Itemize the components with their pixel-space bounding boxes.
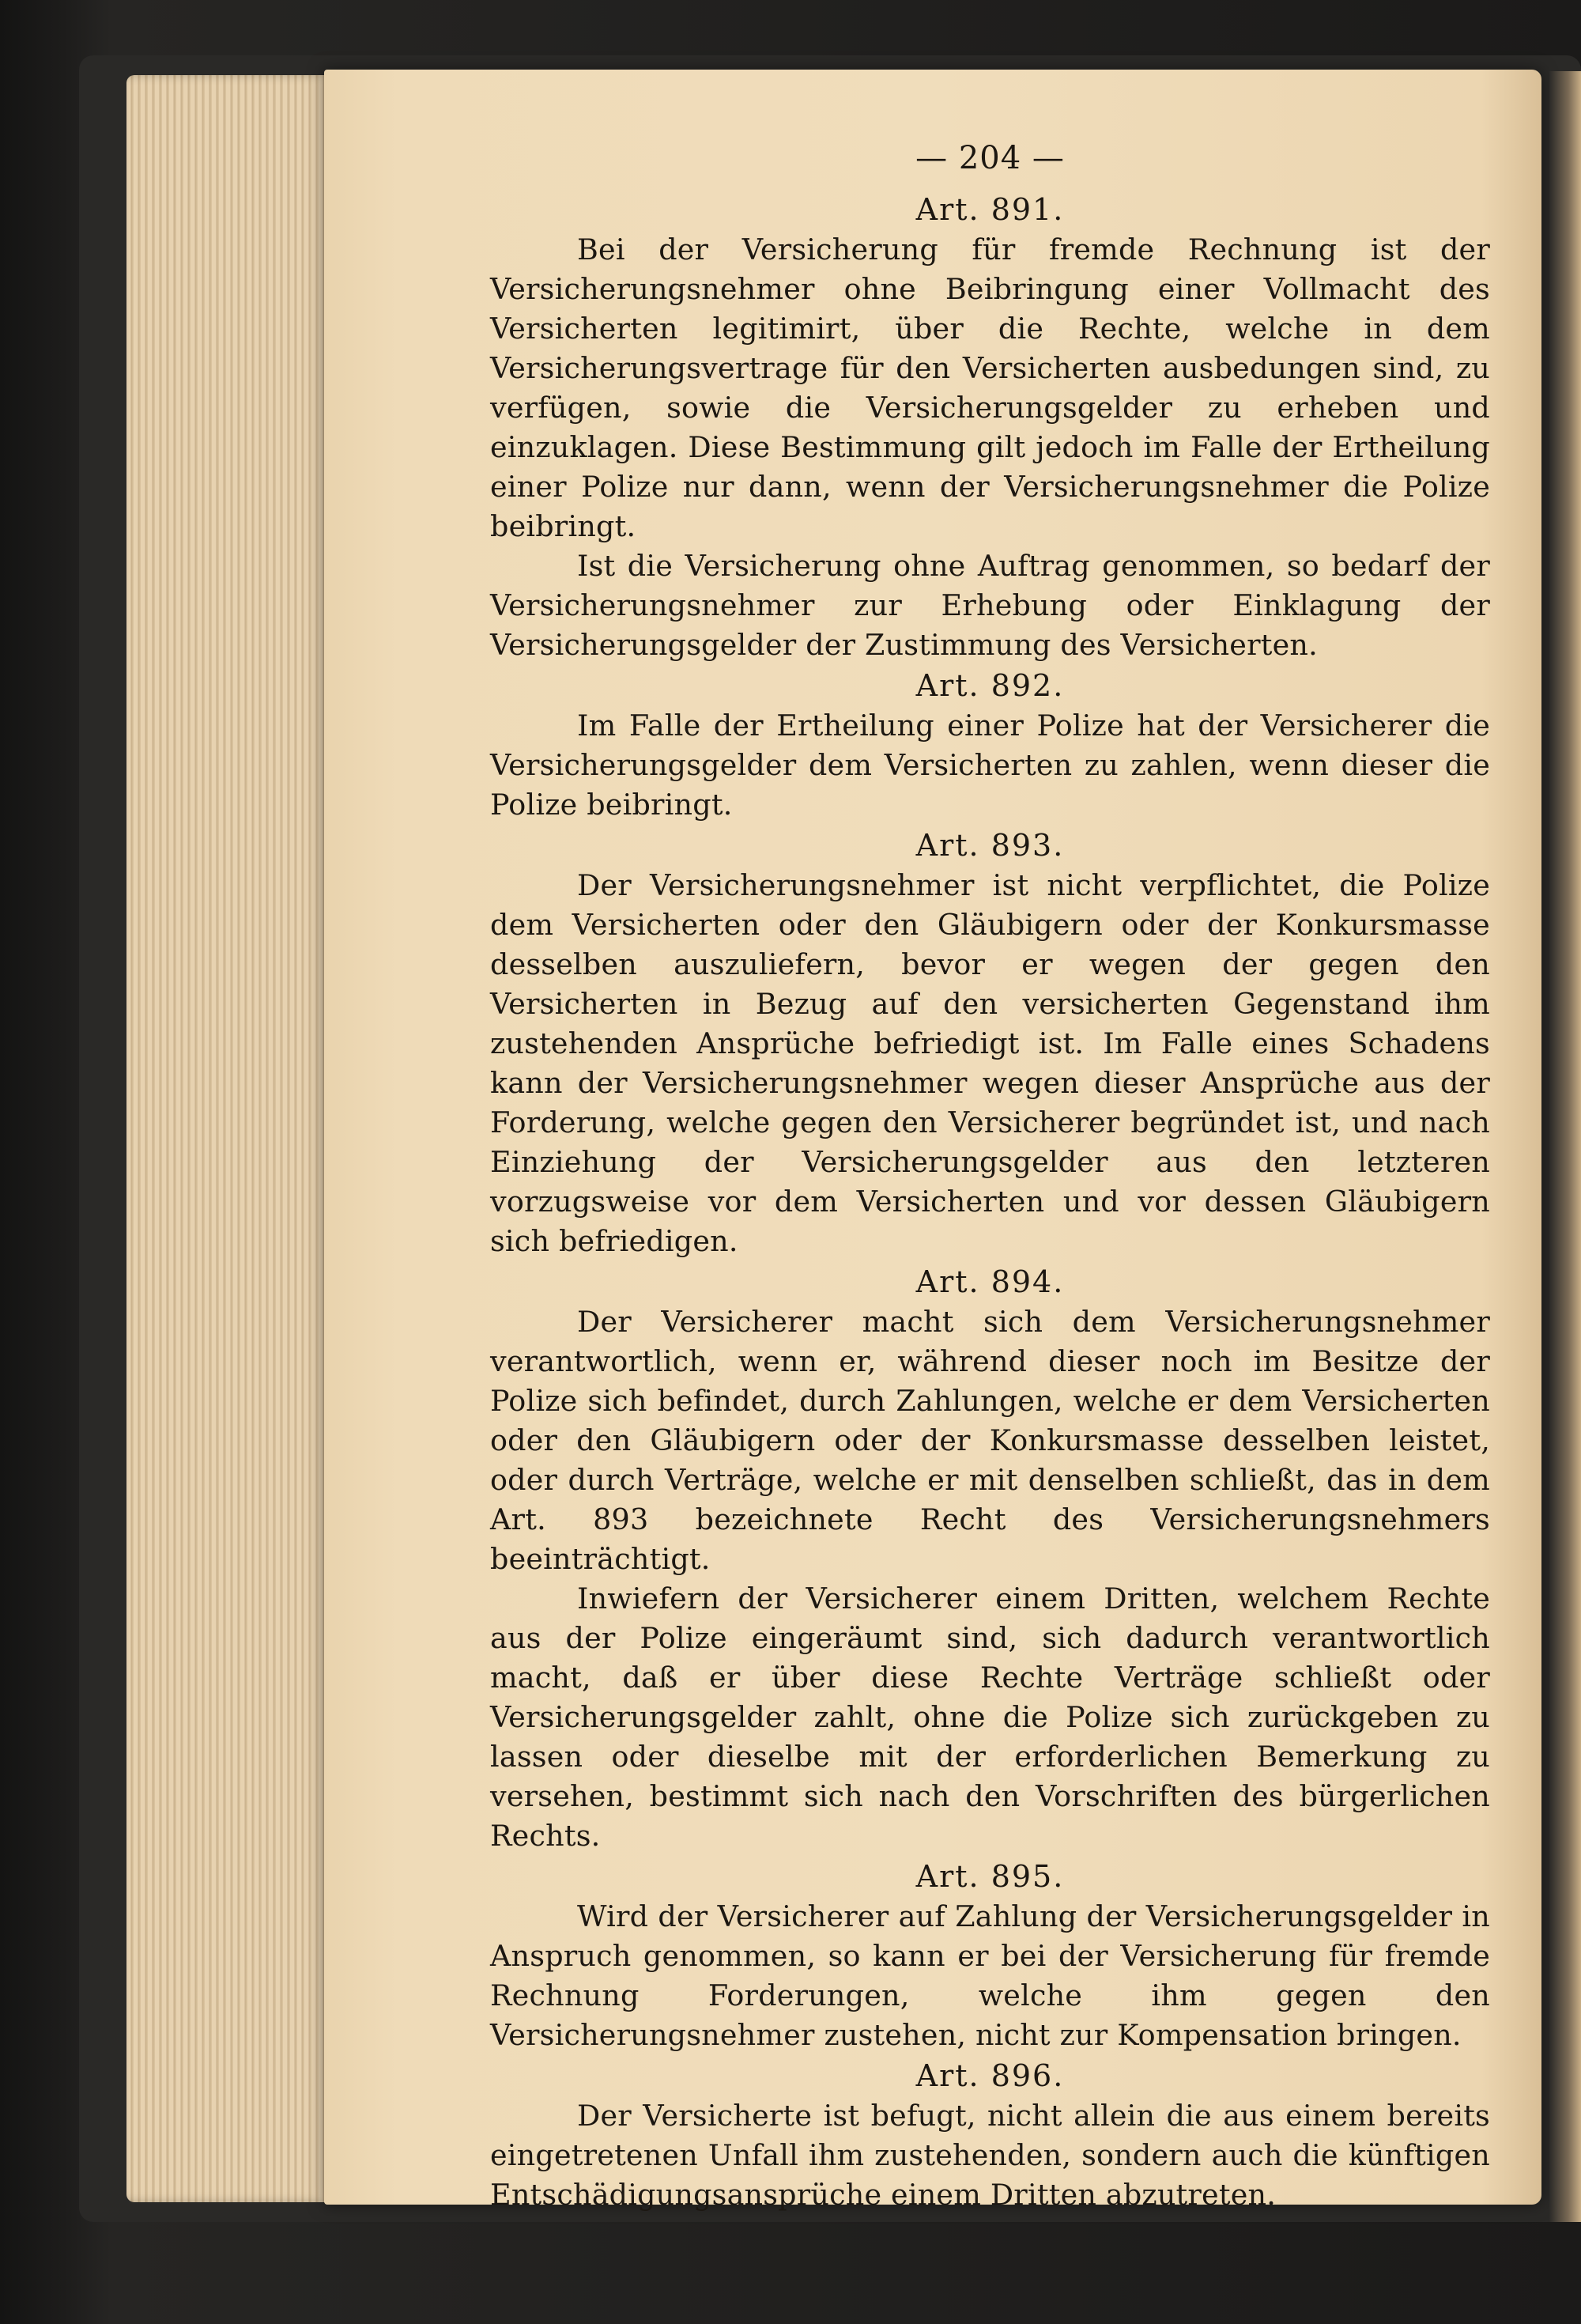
- article-heading: Art. 892.: [915, 668, 1065, 703]
- facing-page-edge: [1549, 71, 1581, 2222]
- article-heading: Art. 895.: [915, 1859, 1065, 1894]
- article-893: [490, 825, 1490, 1261]
- page-number: — 204 —: [915, 140, 1065, 176]
- article-paragraph: Wird der Versicherer auf Zahlung der Versicherungsgelder in Anspruch genommen, so kann er bei der Versicherung für fremde Rechnung Forderungen, welche ihm gegen den Versicherungsnehmer zustehen, nicht zur Kompensation bringen.: [490, 1899, 1490, 2052]
- article-892: [490, 665, 1490, 825]
- article-896: [490, 2055, 1490, 2215]
- article-heading: Art. 893.: [915, 828, 1065, 863]
- article-paragraph: Inwiefern der Versicherer einem Dritten, welchem Rechte aus der Polize eingeräumt sind, sich dadurch verantwortlich macht, daß er über diese Rechte Verträge schließt oder Versicherungsgelder zahlt, ohne die Polize sich zurückgeben zu lassen oder dieselbe mit der erforderlichen Bemerkung zu versehen, bestimmt sich nach den Vorschriften des bürgerlichen Rechts.: [490, 1581, 1490, 1853]
- article-paragraph: Im Falle der Ertheilung einer Polize hat der Versicherer die Versicherungsgelder dem Versicherten zu zahlen, wenn dieser die Polize beibringt.: [490, 709, 1490, 822]
- article-paragraph: Der Versicherte ist befugt, nicht allein die aus einem bereits eingetretenen Unfall ihm zustehenden, sondern auch die künftigen Entschädigungsansprüche einem Dritten abzutreten.: [490, 2099, 1490, 2212]
- page-text: [490, 130, 1490, 2215]
- article-paragraph: Der Versicherungsnehmer ist nicht verpflichtet, die Polize dem Versicherten oder den Gläubigern oder der Konkursmasse desselben auszuliefern, bevor er wegen der gegen den Versicherten in Bezug auf den versicherten Gegenstand ihm zustehenden Ansprüche befriedigt ist. Im Falle eines Schadens kann der Versicherungsnehmer wegen dieser Ansprüche aus der Forderung, welche gegen den Versicherer begründet ist, und nach Einziehung der Versicherungsgelder aus den letzteren vorzugsweise vor dem Versicherten und vor dessen Gläubigern sich befriedigen.: [490, 868, 1490, 1258]
- page-edges: [126, 75, 340, 2202]
- article-paragraph: Bei der Versicherung für fremde Rechnung ist der Versicherungsnehmer ohne Beibringung einer Vollmacht des Versicherten legitimirt, über die Rechte, welche in dem Versicherungsvertrage für den Versicherten ausbedungen sind, zu verfügen, sowie die Versicherungsgelder zu erheben und einzuklagen. Diese Bestimmung gilt jedoch im Falle der Ertheilung einer Polize nur dann, wenn der Versicherungsnehmer die Polize beibringt.: [490, 232, 1490, 543]
- article-heading: Art. 891.: [915, 192, 1065, 227]
- article-heading: Art. 896.: [915, 2058, 1065, 2093]
- article-paragraph: Ist die Versicherung ohne Auftrag genommen, so bedarf der Versicherungsnehmer zur Erhebung oder Einklagung der Versicherungsgelder der Zustimmung des Versicherten.: [490, 549, 1490, 662]
- article-paragraph: Der Versicherer macht sich dem Versicherungsnehmer verantwortlich, wenn er, während dieser noch im Besitze der Polize sich befindet, durch Zahlungen, welche er dem Versicherten oder den Gläubigern oder der Konkursmasse desselben leistet, oder durch Verträge, welche er mit denselben schließt, das in dem Art. 893 bezeichnete Recht des Versicherungsnehmers beeinträchtigt.: [490, 1305, 1490, 1576]
- article-891: [490, 189, 1490, 665]
- article-heading: Art. 894.: [915, 1264, 1065, 1299]
- article-895: [490, 1856, 1490, 2055]
- article-894: [490, 1261, 1490, 1856]
